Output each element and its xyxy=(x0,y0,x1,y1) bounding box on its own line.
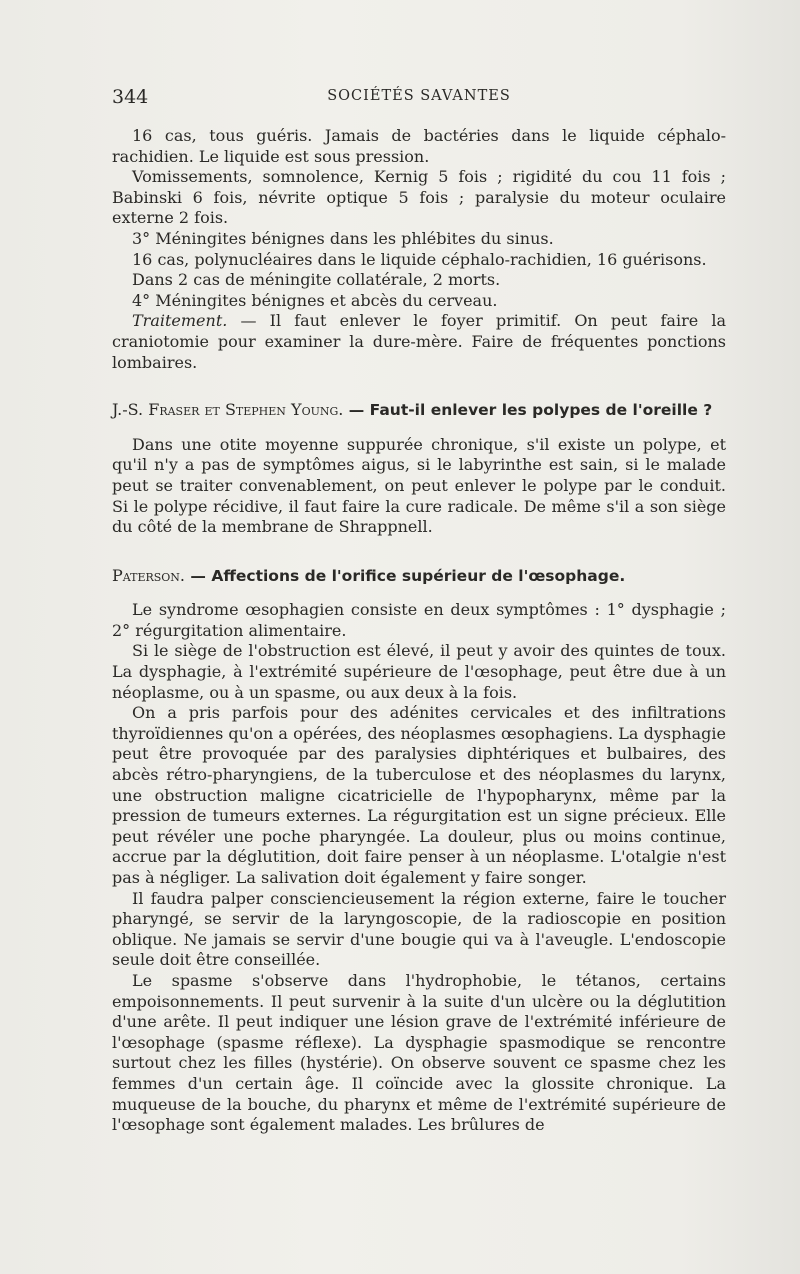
paragraph: Le syndrome œsophagien consiste en deux symptômes : 1° dysphagie ; 2° régurgitation alimentaire. xyxy=(112,600,726,640)
section-heading-oesophage xyxy=(112,566,726,587)
paragraph: 3° Méningites bénignes dans les phlébites du sinus. xyxy=(132,228,554,248)
running-title: SOCIÉTÉS SAVANTES xyxy=(327,88,511,104)
page-header xyxy=(112,86,726,110)
paragraph: Dans 2 cas de méningite collatérale, 2 morts. xyxy=(132,270,501,290)
section-title: — Affections de l'orifice supérieur de l'œsophage. xyxy=(185,566,626,585)
paragraph: Dans une otite moyenne suppurée chronique, s'il existe un polype, et qu'il n'y a pas de symptômes aigus, si le labyrinthe est sain, si le malade peut se traiter convenablement, on peut enlever le polype par le conduit. Si le polype récidive, il faut faire la cure radicale. De même s'il a son siège du côté de la membrane de Shrappnell. xyxy=(112,434,726,537)
section-title: — Faut-il enlever les polypes de l'oreille ? xyxy=(343,401,713,420)
paragraph: Il faudra palper consciencieusement la région externe, faire le toucher pharyngé, se servir de la laryngoscopie, de la radioscopie en position oblique. Ne jamais se servir d'une bougie qui va à l'aveugle. L'endoscopie seule doit être conseillée. xyxy=(112,888,726,970)
page-number: 344 xyxy=(112,86,149,108)
page-body xyxy=(112,126,726,1136)
section-authors: Paterson. xyxy=(112,565,186,585)
paragraph: Vomissements, somnolence, Kernig 5 fois ; rigidité du cou 11 fois ; Babinski 6 fois, névrite optique 5 fois ; paralysie du moteur oculaire externe 2 fois. xyxy=(112,167,726,228)
traitement-label: Traitement. xyxy=(132,311,228,331)
section-heading-polypes xyxy=(112,400,726,421)
traitement-text: — Il faut enlever le foyer primitif. On peut faire la craniotomie pour examiner la dure-mère. Faire de fréquentes ponctions lombaires. xyxy=(112,311,726,372)
paragraph: 4° Méningites bénignes et abcès du cerveau. xyxy=(132,290,498,310)
traitement-paragraph xyxy=(112,311,726,373)
section-authors: J.-S. Fraser et Stephen Young. xyxy=(112,400,344,420)
paragraph: On a pris parfois pour des adénites cervicales et des infiltrations thyroïdiennes qu'on a opérées, des néoplasmes œsophagiens. La dysphagie peut être provoquée par des paralysies diphtériques et bulbaires, des abcès rétro-pharyngiens, de la tuberculose et des néoplasmes du larynx, une obstruction maligne cicatricielle de l'hypopharynx, même par la pression de tumeurs externes. La régurgitation est un signe précieux. Elle peut révéler une poche pharyngée. La douleur, plus ou moins continue, accrue par la déglutition, doit faire penser à un néoplasme. L'otalgie n'est pas à négliger. La salivation doit également y faire songer. xyxy=(112,703,726,887)
paragraph: Si le siège de l'obstruction est élevé, il peut y avoir des quintes de toux. La dysphagie, à l'extrémité supérieure de l'œsophage, peut être due à un néoplasme, ou à un spasme, ou aux deux à la fois. xyxy=(112,641,726,702)
paragraph: Le spasme s'observe dans l'hydrophobie, le tétanos, certains empoisonnements. Il peut survenir à la suite d'un ulcère ou la déglutition d'une arête. Il peut indiquer une lésion grave de l'extrémité inférieure de l'œsophage (spasme réflexe). La dysphagie spasmodique se rencontre surtout chez les filles (hystérie). On observe souvent ce spasme chez les femmes d'un certain âge. Il coïncide avec la glossite chronique. La muqueuse de la bouche, du pharynx et même de l'extrémité supérieure de l'œsophage sont également malades. Les brûlures de xyxy=(112,970,726,1135)
paragraph: 16 cas, polynucléaires dans le liquide céphalo-rachidien, 16 guérisons. xyxy=(132,249,707,269)
paragraph: 16 cas, tous guéris. Jamais de bactéries dans le liquide céphalo-rachidien. Le liquide est sous pression. xyxy=(112,126,726,166)
